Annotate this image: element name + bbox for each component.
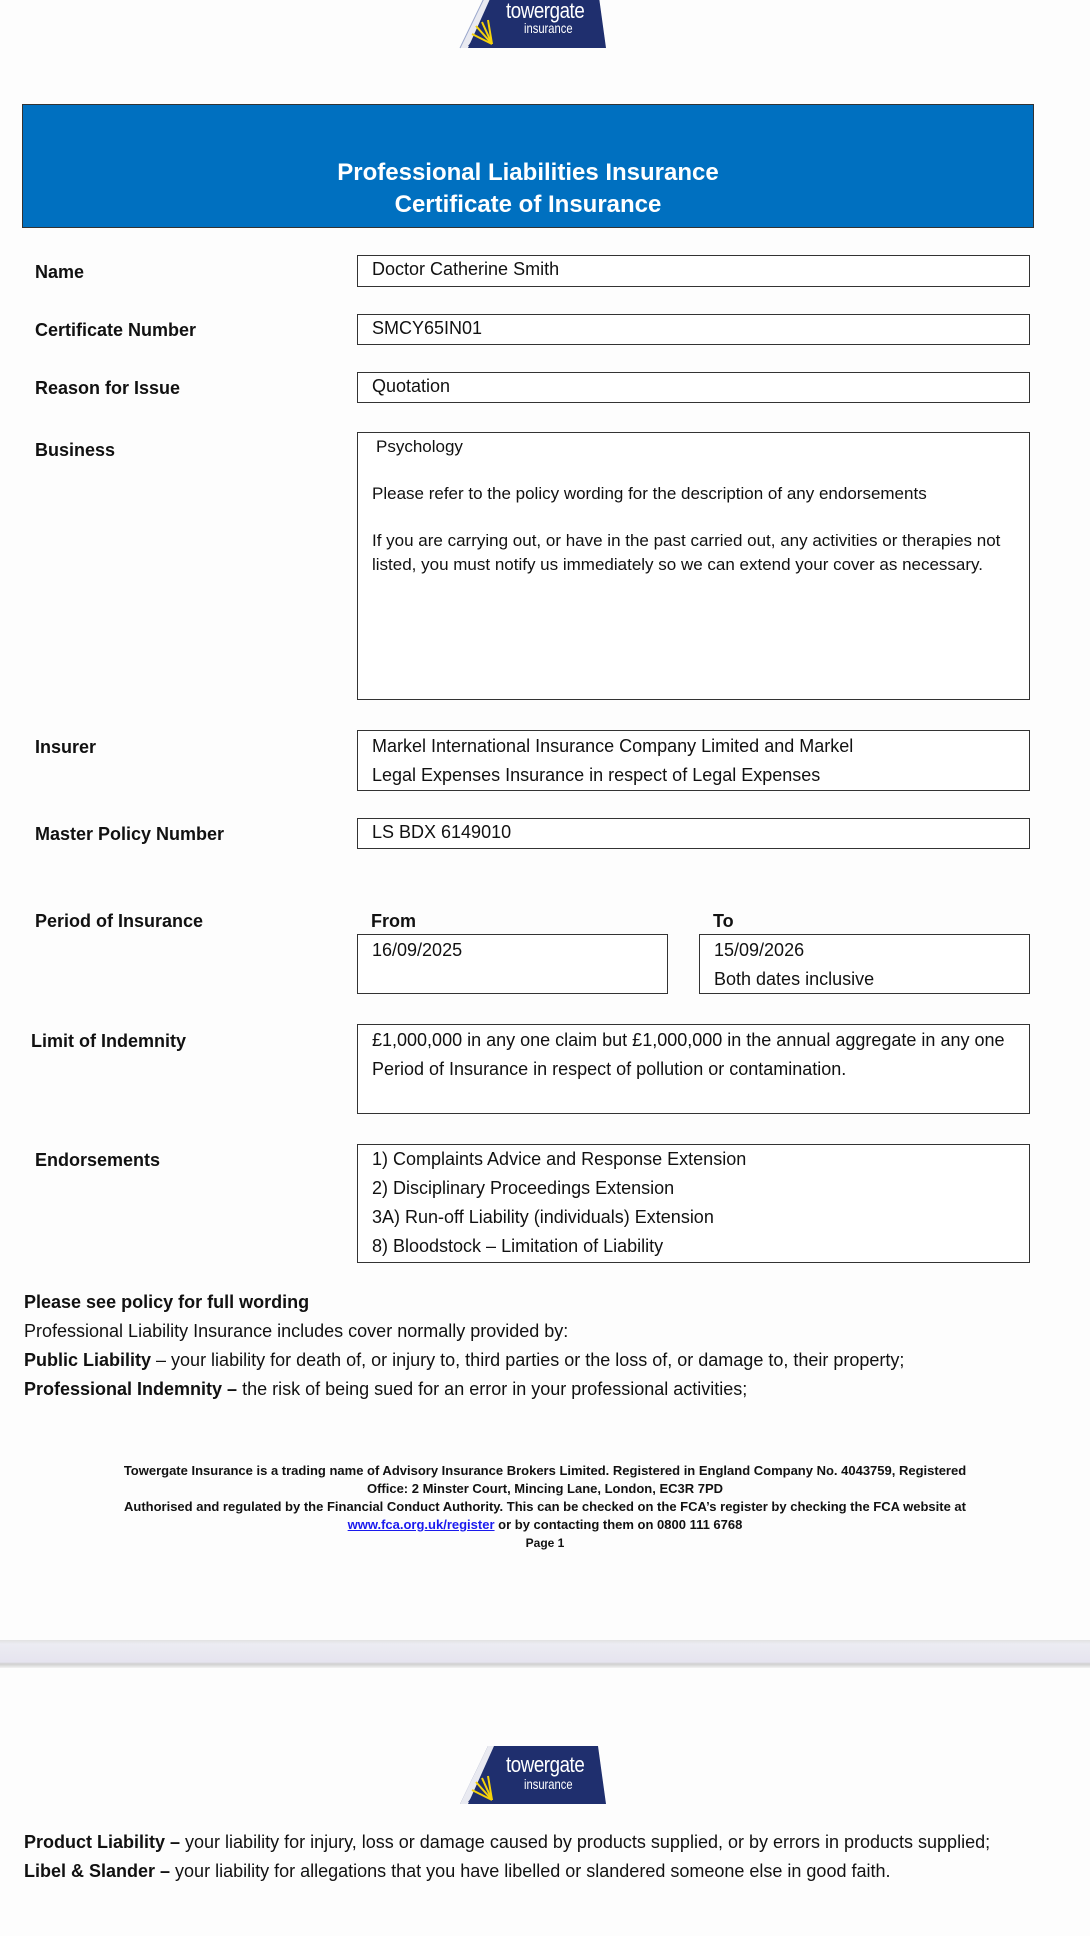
period-to-value: 15/09/2026: [714, 940, 805, 960]
logo-wordmark: towergate: [506, 1752, 585, 1777]
notes-heading: Please see policy for full wording: [24, 1292, 310, 1312]
public-liability-term: Public Liability: [24, 1350, 152, 1370]
libel-slander-term: Libel & Slander –: [24, 1861, 171, 1881]
endorsements-label: Endorsements: [35, 1150, 161, 1170]
coverage-notes-page-2: [24, 1828, 1024, 1886]
insurer-line-1: Markel International Insurance Company Limited and Markel: [372, 736, 854, 756]
footer-line-1: Towergate Insurance is a trading name of Advisory Insurance Brokers Limited. Registered in England Company No. 4043759, Registered: [123, 1463, 967, 1478]
coverage-notes: [24, 1288, 1064, 1404]
period-to-label: To: [713, 911, 734, 931]
reason-for-issue-value: Quotation: [372, 376, 451, 396]
period-from-value: 16/09/2025: [372, 940, 463, 960]
name-value: Doctor Catherine Smith: [372, 259, 560, 279]
limit-of-indemnity-value: £1,000,000 in any one claim but £1,000,000 in the annual aggregate in any one Period of Insurance in respect of pollution or contamination.: [372, 1030, 1005, 1079]
endorsement-item: 3A) Run-off Liability (individuals) Extension: [372, 1207, 714, 1227]
business-notify-note: If you are carrying out, or have in the past carried out, any activities or therapies not listed, you must notify us immediately so we can extend your cover as necessary.: [372, 531, 1001, 574]
logo-tagline: insurance: [524, 1776, 573, 1792]
certificate-subtitle: Certificate of Insurance: [394, 191, 662, 218]
insurer-line-2: Legal Expenses Insurance in respect of Legal Expenses: [372, 765, 821, 785]
name-label: Name: [35, 262, 85, 282]
certificate-header-banner: [22, 104, 1034, 228]
towergate-logo: [458, 0, 608, 50]
endorsement-item: 2) Disciplinary Proceedings Extension: [372, 1178, 675, 1198]
endorsement-item: 1) Complaints Advice and Response Extension: [372, 1149, 747, 1169]
footer-line-3: Authorised and regulated by the Financial Conduct Authority. This can be checked on the FCA’s register by checking the FCA website at: [123, 1499, 966, 1514]
fca-register-link[interactable]: www.fca.org.uk/register: [347, 1517, 495, 1532]
towergate-logo-page-2: [458, 1742, 608, 1806]
master-policy-number-field: [357, 818, 1030, 849]
professional-indemnity-text: the risk of being sued for an error in your professional activities;: [237, 1379, 748, 1399]
reason-for-issue-field: [357, 372, 1030, 403]
insurer-label: Insurer: [35, 737, 97, 757]
product-liability-term: Product Liability –: [24, 1832, 181, 1852]
legal-footer: [0, 1462, 1090, 1552]
page-separator: [0, 1640, 1090, 1668]
certificate-number-value: SMCY65IN01: [372, 318, 483, 338]
period-from-field: [357, 934, 668, 994]
insurer-field: [357, 730, 1030, 791]
certificate-title: Professional Liabilities Insurance: [337, 159, 719, 186]
period-of-insurance-label: Period of Insurance: [35, 911, 204, 931]
notes-intro: Professional Liability Insurance includes cover normally provided by:: [24, 1321, 569, 1341]
footer-line-2: Office: 2 Minster Court, Mincing Lane, London, EC3R 7PD: [366, 1481, 724, 1496]
logo-wordmark: towergate: [506, 0, 585, 23]
business-endorsement-note: Please refer to the policy wording for the description of any endorsements: [372, 484, 927, 503]
limit-of-indemnity-label: Limit of Indemnity: [31, 1031, 186, 1051]
product-liability-text: your liability for injury, loss or damage caused by products supplied, or by errors in products supplied;: [180, 1832, 991, 1852]
endorsement-item: 8) Bloodstock – Limitation of Liability: [372, 1236, 664, 1256]
period-inclusive-note: Both dates inclusive: [714, 969, 875, 989]
master-policy-number-value: LS BDX 6149010: [372, 822, 512, 842]
limit-of-indemnity-field: [357, 1024, 1030, 1114]
public-liability-text: – your liability for death of, or injury to, third parties or the loss of, or damage to, their property;: [151, 1350, 905, 1370]
business-label: Business: [35, 440, 116, 460]
footer-line-4: or by contacting them on 0800 111 6768: [494, 1517, 743, 1532]
period-to-field: [699, 934, 1030, 994]
reason-for-issue-label: Reason for Issue: [35, 378, 181, 398]
logo-tagline: insurance: [524, 20, 573, 36]
endorsements-list: [357, 1144, 1030, 1263]
period-from-label: From: [371, 911, 416, 931]
business-value: Psychology: [376, 437, 463, 456]
certificate-number-field: [357, 314, 1030, 345]
name-field: [357, 255, 1030, 287]
page-number: Page 1: [525, 1536, 565, 1550]
business-field: [357, 432, 1030, 700]
master-policy-number-label: Master Policy Number: [35, 824, 225, 844]
professional-indemnity-term: Professional Indemnity –: [24, 1379, 238, 1399]
certificate-number-label: Certificate Number: [35, 320, 197, 340]
libel-slander-text: your liability for allegations that you have libelled or slandered someone else in good faith.: [170, 1861, 891, 1881]
